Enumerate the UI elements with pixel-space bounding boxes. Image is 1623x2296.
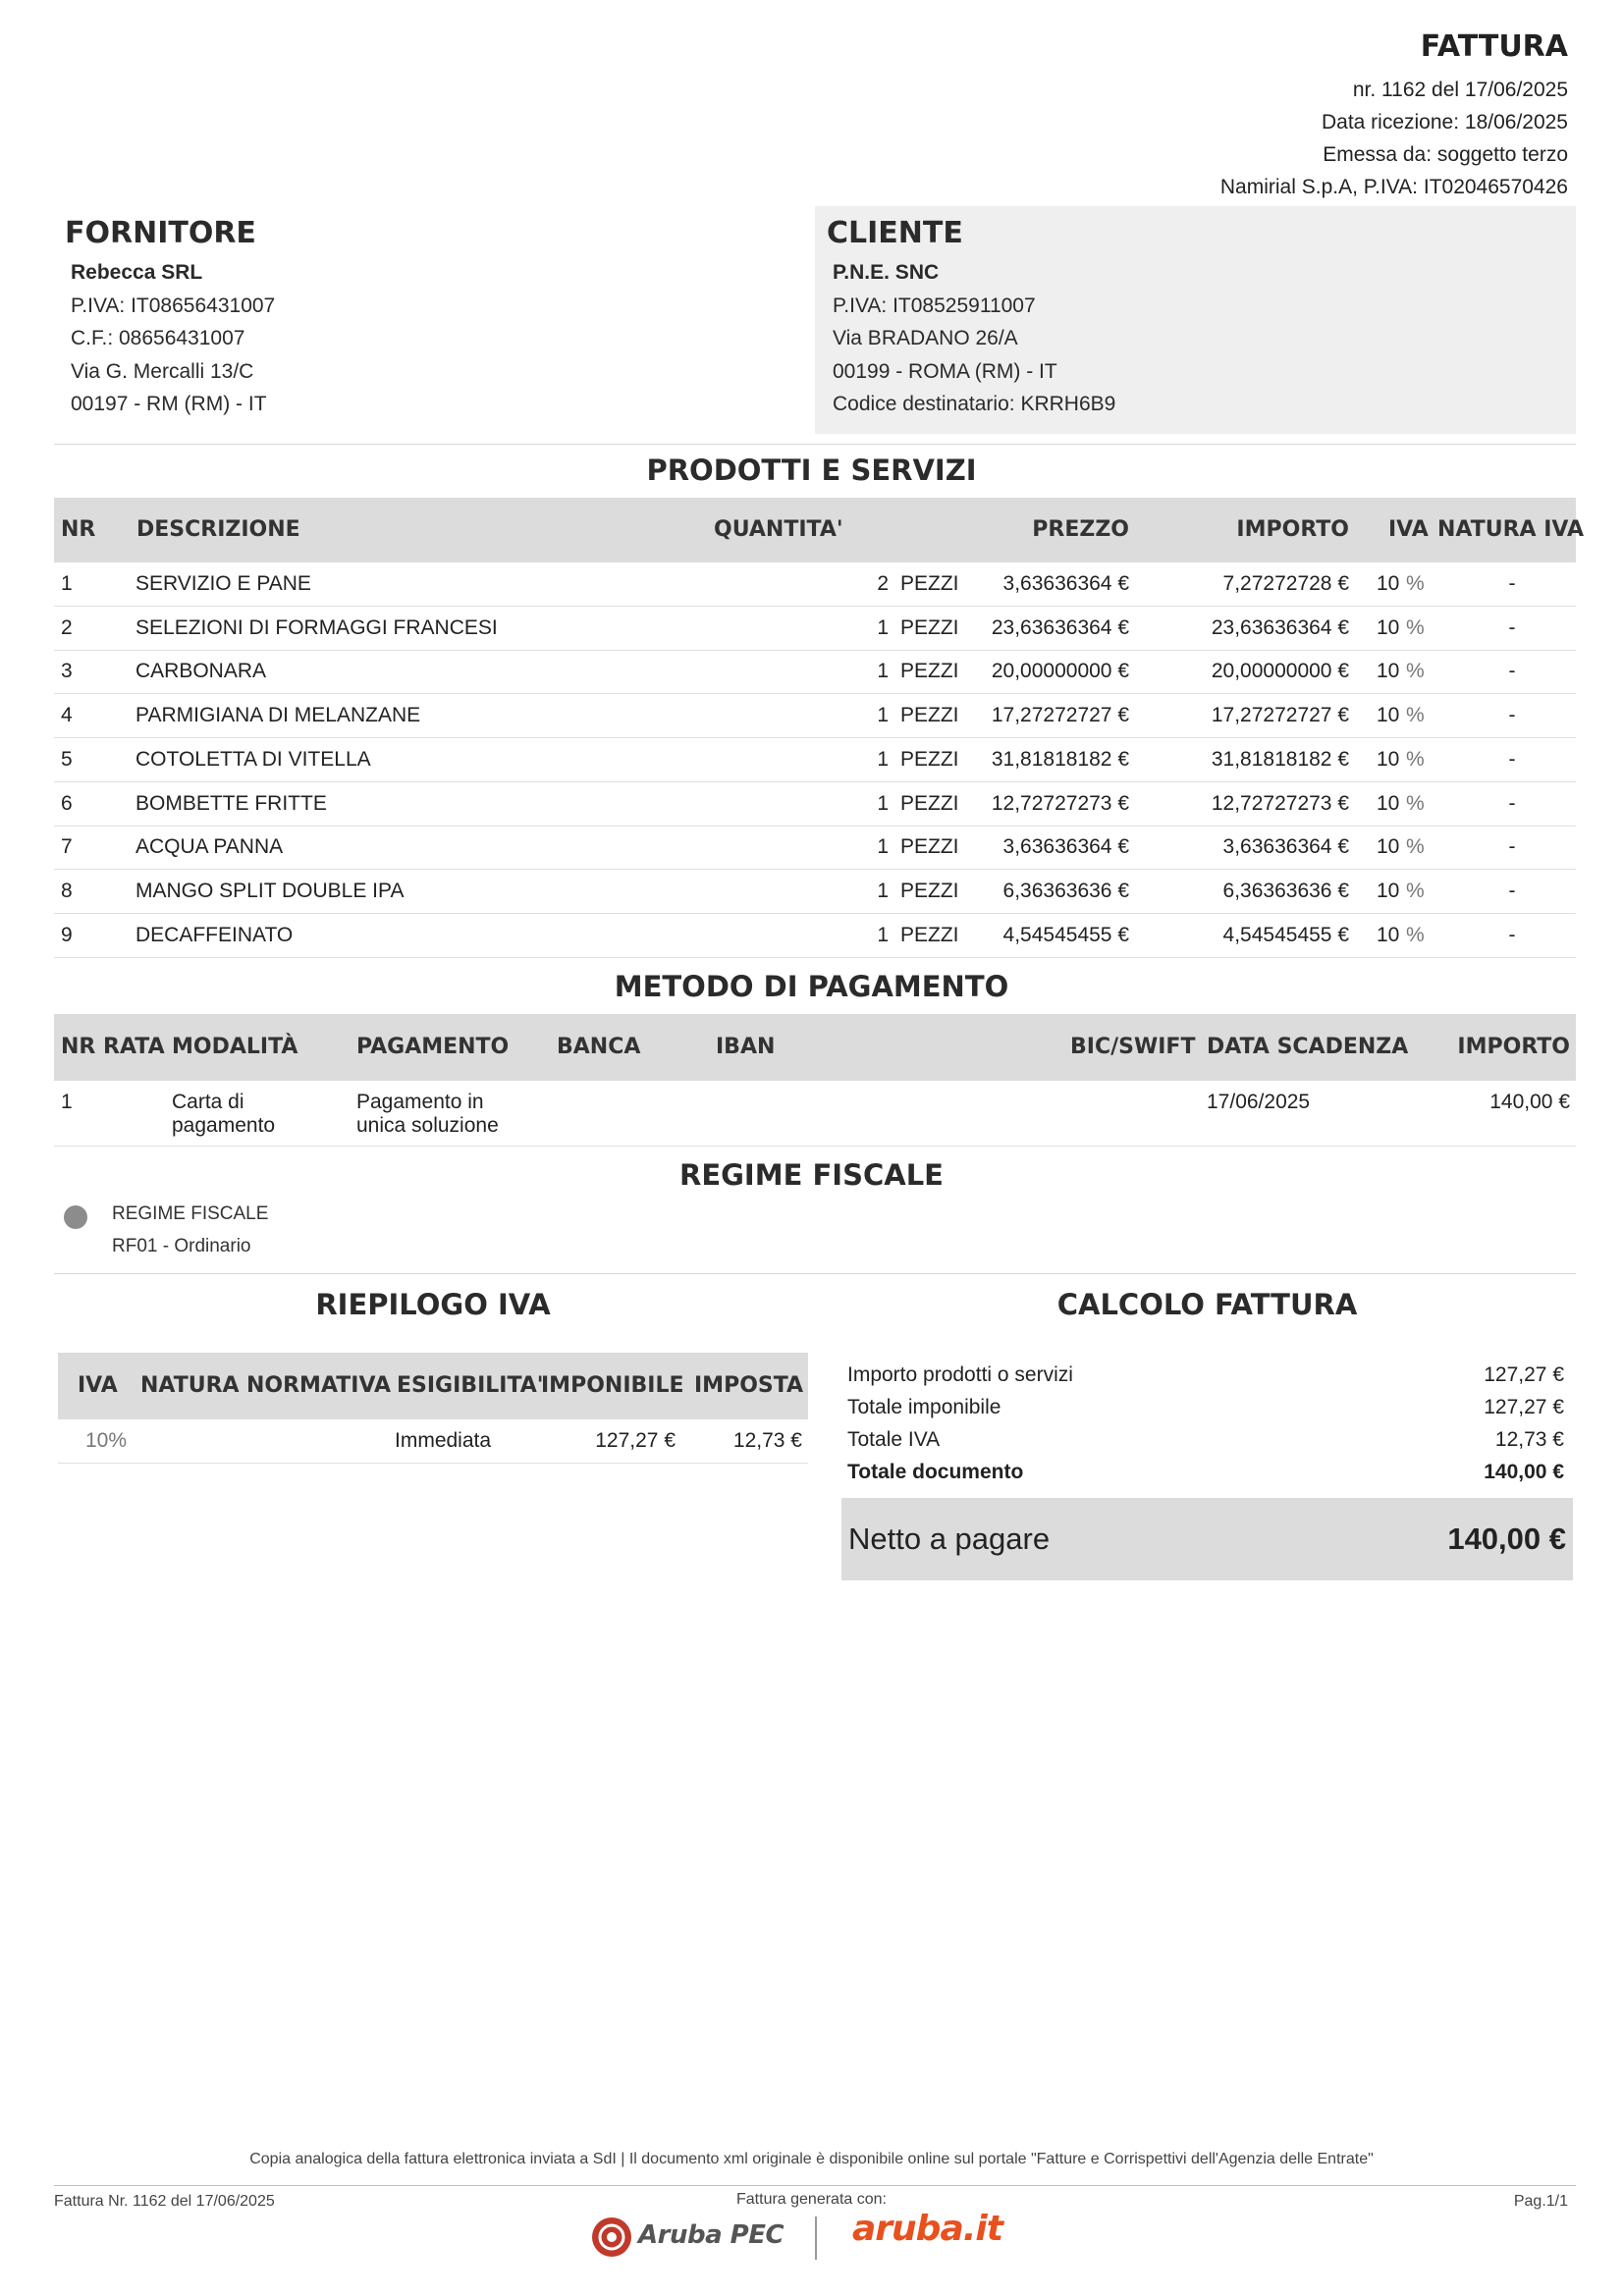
product-iva-percent: % <box>1406 791 1425 815</box>
product-iva: 10 <box>1377 572 1400 595</box>
col-data-scadenza: DATA SCADENZA <box>1207 1035 1409 1059</box>
product-nr: 2 <box>61 615 73 639</box>
product-row <box>54 562 1576 607</box>
product-unit: PEZZI <box>900 747 959 771</box>
receipt-date: Data ricezione: 18/06/2025 <box>1321 111 1568 133</box>
product-quantity: 1 <box>877 747 889 771</box>
divider <box>54 444 1576 445</box>
supplier-name: Rebecca SRL <box>71 261 203 284</box>
product-iva: 10 <box>1377 879 1400 902</box>
client-dest-code: Codice destinatario: KRRH6B9 <box>833 393 1116 415</box>
riepilogo-row <box>58 1419 808 1464</box>
product-iva-percent: % <box>1406 923 1425 946</box>
product-iva: 10 <box>1377 835 1400 859</box>
product-iva: 10 <box>1377 747 1400 771</box>
bullet-icon <box>64 1205 87 1229</box>
col-riep-imposta: IMPOSTA <box>694 1373 804 1398</box>
product-unit: PEZZI <box>900 660 959 683</box>
calc-importo-line <box>847 1359 1564 1391</box>
footer-divider <box>54 2185 1576 2186</box>
product-quantity: 1 <box>877 879 889 902</box>
payment-title: METODO DI PAGAMENTO <box>614 970 1009 1003</box>
product-amount: 6,36363636 € <box>1222 879 1349 902</box>
col-riep-natura: NATURA <box>140 1373 240 1398</box>
payment-row <box>54 1081 1576 1147</box>
net-to-pay-value: 140,00 € <box>1447 1522 1566 1556</box>
client-title: CLIENTE <box>827 216 963 250</box>
riepilogo-header-row <box>58 1353 808 1419</box>
product-natura-iva: - <box>1508 835 1516 859</box>
product-description: DECAFFEINATO <box>135 923 294 946</box>
col-modalita: MODALITÀ <box>172 1035 298 1059</box>
issuer: Namirial S.p.A, P.IVA: IT02046570426 <box>1219 176 1568 198</box>
calc-importo-value: 127,27 € <box>1484 1363 1564 1386</box>
product-amount: 12,72727273 € <box>1211 791 1349 815</box>
product-amount: 4,54545455 € <box>1222 923 1349 946</box>
riep-imposta: 12,73 € <box>732 1429 802 1452</box>
supplier-cf: C.F.: 08656431007 <box>71 327 245 349</box>
product-description: BOMBETTE FRITTE <box>135 791 327 815</box>
product-row <box>54 914 1576 958</box>
product-amount: 23,63636364 € <box>1211 615 1349 639</box>
product-row <box>54 738 1576 782</box>
product-amount: 31,81818182 € <box>1211 747 1349 771</box>
product-row <box>54 694 1576 738</box>
riepilogo-title: RIEPILOGO IVA <box>315 1288 551 1321</box>
product-natura-iva: - <box>1508 879 1516 902</box>
product-nr: 9 <box>61 923 73 946</box>
client-address: Via BRADANO 26/A <box>833 327 1018 349</box>
footer-invoice-ref: Fattura Nr. 1162 del 17/06/2025 <box>54 2193 275 2210</box>
product-description: PARMIGIANA DI MELANZANE <box>135 704 421 727</box>
product-description: CARBONARA <box>135 660 267 683</box>
calcolo-title: CALCOLO FATTURA <box>1056 1288 1358 1321</box>
product-iva-percent: % <box>1406 704 1425 727</box>
col-riep-imponibile: IMPONIBILE <box>541 1373 684 1398</box>
product-nr: 3 <box>61 660 73 683</box>
product-amount: 17,27272727 € <box>1211 704 1349 727</box>
calc-imponibile-label: Totale imponibile <box>847 1396 1001 1418</box>
product-natura-iva: - <box>1508 660 1516 683</box>
product-nr: 1 <box>61 572 73 595</box>
col-natura-iva: NATURA IVA <box>1437 517 1584 542</box>
client-piva: P.IVA: IT08525911007 <box>833 294 1036 317</box>
product-nr: 4 <box>61 704 73 727</box>
product-description: COTOLETTA DI VITELLA <box>135 747 371 771</box>
product-unit: PEZZI <box>900 572 959 595</box>
product-unit: PEZZI <box>900 835 959 859</box>
regime-label: REGIME FISCALE <box>112 1203 269 1224</box>
col-importo: IMPORTO <box>1236 517 1349 542</box>
invoice-header <box>1220 29 1568 203</box>
product-iva-percent: % <box>1406 747 1425 771</box>
calc-iva-value: 12,73 € <box>1494 1428 1564 1451</box>
product-nr: 7 <box>61 835 73 859</box>
supplier-piva: P.IVA: IT08656431007 <box>71 294 276 317</box>
calc-totale-line <box>847 1456 1564 1488</box>
product-iva-percent: % <box>1406 572 1425 595</box>
product-price: 3,63636364 € <box>1002 572 1129 595</box>
issued-by: Emessa da: soggetto terzo <box>1323 143 1568 166</box>
net-to-pay-label: Netto a pagare <box>848 1522 1051 1556</box>
product-amount: 7,27272728 € <box>1222 572 1349 595</box>
payment-importo: 140,00 € <box>1489 1091 1570 1113</box>
product-unit: PEZZI <box>900 923 959 946</box>
payment-nr: 1 <box>61 1091 73 1113</box>
logo-separator <box>815 2216 817 2260</box>
product-iva: 10 <box>1377 791 1400 815</box>
net-to-pay-box <box>841 1498 1573 1580</box>
calc-iva-line <box>847 1423 1564 1456</box>
product-price: 23,63636364 € <box>991 615 1129 639</box>
calc-imponibile-line <box>847 1391 1564 1423</box>
product-unit: PEZZI <box>900 704 959 727</box>
col-iva: IVA <box>1388 517 1429 542</box>
product-row <box>54 870 1576 914</box>
col-banca: BANCA <box>557 1035 641 1059</box>
footer-generated-with: Fattura generata con: <box>736 2191 887 2208</box>
divider <box>54 1273 1576 1274</box>
product-price: 6,36363636 € <box>1002 879 1129 902</box>
product-natura-iva: - <box>1508 923 1516 946</box>
product-price: 12,72727273 € <box>991 791 1129 815</box>
col-prezzo: PREZZO <box>1032 517 1129 542</box>
payment-scadenza: 17/06/2025 <box>1207 1091 1311 1113</box>
product-price: 17,27272727 € <box>991 704 1129 727</box>
product-iva-percent: % <box>1406 879 1425 902</box>
col-nr-rata: NR RATA <box>61 1035 165 1059</box>
product-iva: 10 <box>1377 923 1400 946</box>
client-name: P.N.E. SNC <box>833 261 940 284</box>
product-row <box>54 607 1576 651</box>
product-description: MANGO SPLIT DOUBLE IPA <box>135 879 405 902</box>
product-quantity: 1 <box>877 615 889 639</box>
regime-value: RF01 - Ordinario <box>112 1236 251 1256</box>
col-bic: BIC/SWIFT <box>1070 1035 1196 1059</box>
aruba-logo: aruba.it <box>852 2209 1002 2249</box>
product-natura-iva: - <box>1508 615 1516 639</box>
aruba-pec-seal-icon <box>589 2215 634 2260</box>
calc-iva-label: Totale IVA <box>847 1428 941 1451</box>
col-riep-normativa: NORMATIVA <box>246 1373 392 1398</box>
footer-page-number: Pag.1/1 <box>1513 2193 1568 2210</box>
product-quantity: 1 <box>877 704 889 727</box>
product-unit: PEZZI <box>900 615 959 639</box>
product-iva-percent: % <box>1406 660 1425 683</box>
payment-pagamento: Pagamento in unica soluzione <box>356 1091 499 1137</box>
product-nr: 6 <box>61 791 73 815</box>
product-nr: 5 <box>61 747 73 771</box>
product-quantity: 1 <box>877 835 889 859</box>
client-block <box>815 206 1576 434</box>
footer-note: Copia analogica della fattura elettronica inviata a SdI | Il documento xml originale è disponibile online sul portale "Fatture e Corrispettivi dell'Agenzia delle Entrate" <box>249 2151 1374 2167</box>
product-iva-percent: % <box>1406 615 1425 639</box>
calc-imponibile-value: 127,27 € <box>1484 1396 1564 1418</box>
products-header-row <box>54 498 1584 562</box>
product-iva: 10 <box>1377 615 1400 639</box>
product-amount: 3,63636364 € <box>1222 835 1349 859</box>
col-riep-esigibilita: ESIGIBILITA' <box>397 1373 544 1398</box>
supplier-block <box>65 216 275 421</box>
product-price: 20,00000000 € <box>991 660 1129 683</box>
product-quantity: 1 <box>877 660 889 683</box>
product-price: 4,54545455 € <box>1002 923 1129 946</box>
product-unit: PEZZI <box>900 879 959 902</box>
client-city: 00199 - ROMA (RM) - IT <box>833 359 1057 383</box>
riep-iva: 10% <box>85 1429 128 1452</box>
col-iban: IBAN <box>716 1035 776 1059</box>
col-importo-pagamento: IMPORTO <box>1457 1035 1570 1059</box>
product-description: ACQUA PANNA <box>135 835 284 859</box>
product-price: 3,63636364 € <box>1002 835 1129 859</box>
supplier-address: Via G. Mercalli 13/C <box>71 359 254 383</box>
payment-modalita: Carta di pagamento <box>172 1091 276 1137</box>
product-quantity: 1 <box>877 923 889 946</box>
product-natura-iva: - <box>1508 747 1516 771</box>
invoice-title: FATTURA <box>1420 29 1568 64</box>
product-quantity: 1 <box>877 791 889 815</box>
col-descrizione: DESCRIZIONE <box>136 517 300 542</box>
product-natura-iva: - <box>1508 791 1516 815</box>
product-amount: 20,00000000 € <box>1211 660 1349 683</box>
product-natura-iva: - <box>1508 572 1516 595</box>
riep-esigibilita: Immediata <box>395 1429 492 1452</box>
aruba-pec-logo-text: Aruba PEC <box>638 2220 784 2250</box>
riep-imponibile: 127,27 € <box>595 1429 676 1452</box>
col-riep-iva: IVA <box>78 1373 118 1398</box>
supplier-city: 00197 - RM (RM) - IT <box>71 393 267 415</box>
supplier-title: FORNITORE <box>65 216 256 250</box>
product-iva: 10 <box>1377 660 1400 683</box>
calc-totale-value: 140,00 € <box>1484 1461 1564 1483</box>
product-unit: PEZZI <box>900 791 959 815</box>
product-iva: 10 <box>1377 704 1400 727</box>
product-quantity: 2 <box>877 572 889 595</box>
calc-totale-label: Totale documento <box>847 1461 1024 1483</box>
product-nr: 8 <box>61 879 73 902</box>
product-description: SERVIZIO E PANE <box>135 572 311 595</box>
product-price: 31,81818182 € <box>991 747 1129 771</box>
col-nr: NR <box>61 517 96 542</box>
payment-header-row <box>54 1014 1576 1081</box>
product-iva-percent: % <box>1406 835 1425 859</box>
col-quantita: QUANTITA' <box>714 517 843 542</box>
product-description: SELEZIONI DI FORMAGGI FRANCESI <box>135 615 498 639</box>
product-row <box>54 782 1576 827</box>
products-title: PRODOTTI E SERVIZI <box>646 454 977 487</box>
calc-importo-label: Importo prodotti o servizi <box>847 1363 1073 1386</box>
product-natura-iva: - <box>1508 704 1516 727</box>
product-row <box>54 826 1576 870</box>
product-row <box>54 650 1576 694</box>
invoice-number: nr. 1162 del 17/06/2025 <box>1352 79 1568 101</box>
regime-title: REGIME FISCALE <box>678 1158 944 1192</box>
col-pagamento: PAGAMENTO <box>356 1035 510 1059</box>
